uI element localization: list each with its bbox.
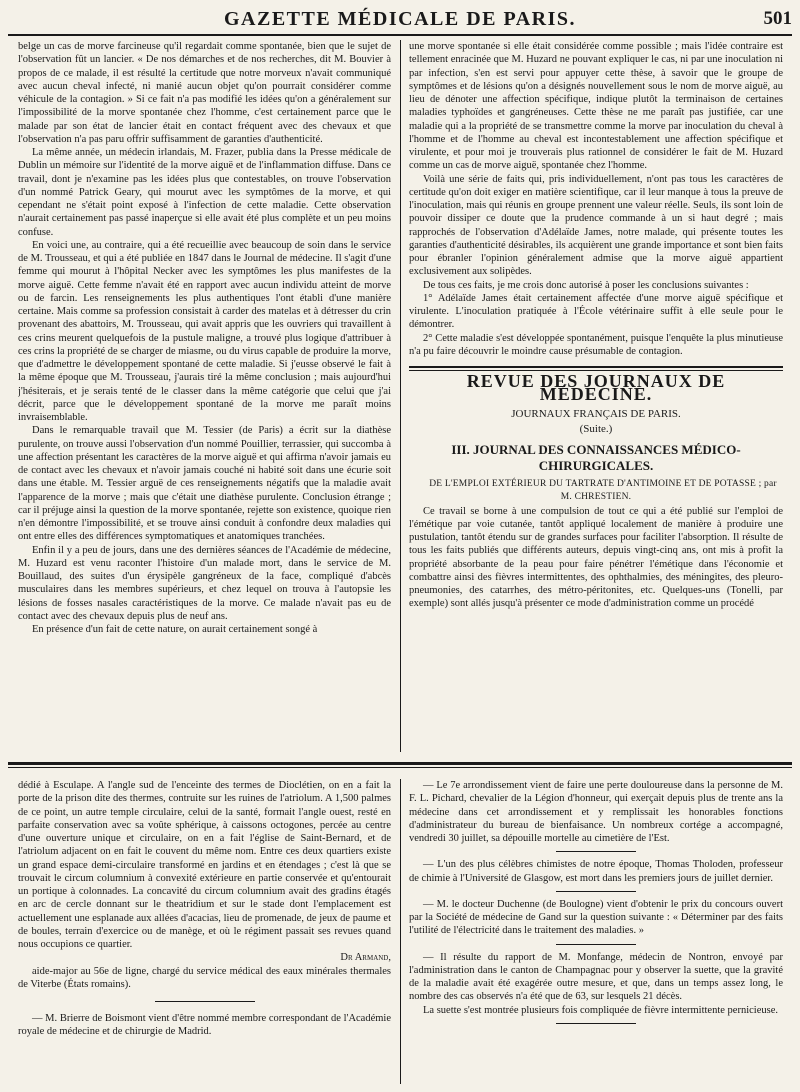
news-item: — Le 7e arrondissement vient de faire une perte douloureuse dans la personne de M. F. L. Pichard, chevalier de la Légion d'honneur, qui exerçait depuis plus de trente ans la médecine dans cet arrondissement et y remplissait les honorables fonctions d'administrateur du bureau de bienfaisance. Un nombreux cortége a accompagné, vendredi 30 juillet, sa dépouille mortelle au cimetière de l'Est. [409, 780, 783, 844]
column-left-bottom [18, 779, 391, 1087]
revue-subtitle: JOURNAUX FRANÇAIS DE PARIS. [511, 407, 681, 420]
section-heading: III. JOURNAL DES CONNAISSANCES MÉDICO-CHIRURGICALES. [451, 442, 741, 473]
revue-rule [409, 366, 783, 368]
news-item: — M. Brierre de Boismont vient d'être nommé membre correspondant de l'Académie royale de médecine et de chirurgie de Madrid. [18, 1013, 391, 1038]
column-left-top [18, 40, 391, 752]
conclusion-item: 1° Adélaïde James était certainement affectée d'une morve aiguë spécifique et virulente. L'inoculation pratiquée à l'École vétérinaire suffit à elle seule pour le démontrer. [409, 292, 783, 331]
column-divider-top [400, 40, 401, 752]
paragraph: dédié à Esculape. A l'angle sud de l'enceinte des termes de Dioclétien, on en a fait la porte de la prison dite des thermes, contruite sur les ruines de l'atriolum. A 1,500 palmes de ce point, un autre temple circulaire, celui de la santé, formait l'angle ouest, resté en parfaite conservation avec sa voûte sphérique, à caissons octogones, percée au centre d'une ouverture unique et circulaire, on en a fait l'église de Saint-Bernard, et de l'atriolum adjacent on en fait le couvent du même nom. Entre ces deux quartiers existe un grand espace demi-circulaire transformé en jardins et en étendages ; c'est là que se trouvait le circum columnium à convexité extérieure en partie conservée et qu'entourait un portique à colonnades. La concavité du circum columnium avait des gradins étagés en arc de cercle donnant sur le theatridium et sur le stade dont l'emplacement est actuellement une esplanade aux allées d'acacias, lieu de promenade, de jeux de paume et de boules, terrain d'exercice ou de manège, et où le régiment passait ses revues quand nous occupions ce quartier. [18, 780, 391, 950]
separator [556, 1023, 636, 1024]
paragraph: Dans le remarquable travail que M. Tessier (de Paris) a écrit sur la diathèse purulente, on trouve aussi l'observation d'un nommé Pouillier, terrassier, qui succomba à une affection présentant les caractères de la morve aiguë et qui affirma n'avoir jamais eu de contact avec les chevaux et n'avoir jamais couché ni habité soit dans une écurie soit dans une étable. M. Tessier arguë de ces renseignements négatifs que la maladie avait l'apparence de la morve ; mais que c'était une diathèse purulente. Conclusion étrange ; car il préjuge ainsi la question de la morve spontanée, rejette son existence, quoique rien n'en démontre l'impossibilité, et se trouve ainsi conduit à confondre deux maladies qui ont entre elles des différences symptomatiques et anatomiques tranchées. [18, 425, 391, 543]
news-item: La suette s'est montrée plusieurs fois compliquée de fièvre intermittente pernicieuse. [423, 1004, 778, 1016]
revue-title: REVUE DES JOURNAUX DE MÉDECINE. [466, 371, 726, 405]
paragraph: Ce travail se borne à une compulsion de tout ce qui a été publié sur l'emploi de l'émétique par voie cutanée, tantôt appliqué localement de manière à produire une pustulation, tantôt étendu sur de grandes surfaces pour faciliter l'absorption. Il résulte de tous les faits publiés que différents auteurs, depuis vingt-cinq ans, ont mis à profit la propriété absorbante de la peau pour faire pénétrer l'émétique dans l'économie et combattre ainsi des fièvres intermittentes, des ophthalmies, des méningites, des pleuro-pneumonies, des catarrhes, des métro-péritonites, etc. Quelques-uns (Tonelli, par exemple) sont allés jusqu'à présenter ce mode d'administration comme un procédé [409, 505, 783, 610]
paragraph: une morve spontanée si elle était considérée comme possible ; mais l'idée contraire est tellement enracinée que M. Huzard ne pouvant expliquer le cas, ni par une inoculation ni par infection, s'en est servi pour appuyer cette thèse, à savoir que le groupe de symptômes et de lésions qu'on a désignés nouvellement sous le nom de morve aiguë, au lieu de dénoter une affection spécifique, indique plutôt la terminaison de certaines maladies typhoïdes et gangréneuses. Cette thèse ne me paraît pas justifiée, car une maladie qui a la propriété de se transmettre comme la morve par inoculation du cheval à l'homme et de l'homme au cheval est incontestablement une affection spécifique et virulente, et pour moi je trouverais plus rationnel de considérer le fait de M. Huzard comme un cas de morve aiguë, spontanée chez l'homme. [409, 41, 783, 172]
revue-rule-thin [409, 370, 783, 371]
column-right-bottom [409, 779, 783, 1087]
paragraph: De tous ces faits, je me crois donc autorisé à poser les conclusions suivantes : [423, 279, 749, 291]
column-divider-bottom [400, 779, 401, 1084]
page-header [8, 6, 792, 32]
paragraph: En voici une, au contraire, qui a été recueillie avec beaucoup de soin dans le service de M. Trousseau, et qui a été publiée en 1847 dans le Journal de médecine. Il s'agit d'une femme qui mourut à l'hôpital Necker avec les symptômes les plus manifestes de la morve aiguë. Cette femme n'avait été en rapport avec aucun individu atteint de morve ou de farcin. Les renseignements les plus authentiques l'ont établi d'une manière certaine. Mais comme sa profession consistait à carder des matelas et à détresser du crin provenant des abattoirs, M. Trousseau, qui avait appris que les ouvriers qui travaillent à ces crins meurent quelquefois de la pustule maligne, a trouvé plus logique d'attribuer à ces crins la propriété de se charger de miasme, ou du virus capable de produire la morve, que d'admettre le développement spontané de cette maladie. Si j'eusse observé le fait à la même époque que M. Trousseau, j'aurais tiré la même conclusion ; mais aujourd'hui j'hésiterais, et je serais tenté de le classer dans la même catégorie que celui que j'ai décrit, parce que le développement spontané de la morve me paraît moins invraisemblable. [18, 239, 391, 423]
page-number: 501 [763, 8, 792, 29]
header-rule [8, 34, 792, 36]
column-right-top [409, 40, 783, 752]
separator [556, 944, 636, 945]
paragraph: Voilà une série de faits qui, pris individuellement, n'ont pas tous les caractères de certitude qu'on doit exiger en matière scientifique, car il leur manque à tous la preuve de l'inoculation, mais qui réunis en groupe prennent une valeur réelle. Seuls, ils sont loin de pouvoir dissiper ce doute que la prudence commande à un si haut degré ; mais rapprochés de l'observation d'Adélaïde James, notre malade, qui présente toutes les garanties d'authenticité désirables, ils acquièrent une grande importance et sont bien faits pour ébranler l'opinion généralement admise que la morve aiguë appartient exclusivement aux solipèdes. [409, 173, 783, 278]
journal-title: GAZETTE MÉDICALE DE PARIS. [223, 8, 577, 30]
paragraph: Enfin il y a peu de jours, dans une des dernières séances de l'Académie de médecine, M. Huzard est venu raconter l'histoire d'un malade mort, dans le service de M. Bouillaud, des suites d'un érysipèle gangréneux de la face, compliqué d'abcès musculaires dans les membres supérieurs, et chez lequel on trouva à l'autopsie les lésions de fosses nasales caractéristiques de la morve. Ce malade n'avait pas eu de contact avec des chevaux depuis plus de neuf ans. [18, 544, 391, 622]
conclusion-item: 2° Cette maladie s'est développée spontanément, puisque l'enquête la plus minutieuse n'a pu faire découvrir le moindre cause présumable de contagion. [409, 332, 783, 357]
paragraph: En présence d'un fait de cette nature, on aurait certainement songé à [32, 624, 318, 635]
news-item: — L'un des plus célèbres chimistes de notre époque, Thomas Tholoden, professeur de chimie à l'Université de Glasgow, est mort dans les premiers jours de juillet dernier. [409, 859, 783, 884]
section-divider [8, 762, 792, 765]
section-divider-thin [8, 767, 792, 768]
paragraph: belge un cas de morve farcineuse qu'il regardait comme spontanée, bien que le sujet de l'observation fût un lancier. « De nos démarches et de nos recherches, dit M. Bouvier à propos de ce malade, il est résulté la certitude que notre morveux n'avait communiqué avec aucun cheval infecté, ni manié aucun objet qu'on pourrait considérer comme véhicule de la contagion. » Si ce fait n'a pas modifié les idées qu'on a généralement sur l'impossibilité de la morve spontanée chez l'homme, c'est certainement parce que le malade par son état de lancier était en contact fréquent avec des chevaux et que l'observation n'a pas paru offrir suffisamment de garanties d'authenticité. [18, 41, 391, 145]
revue-suite: (Suite.) [579, 422, 613, 435]
news-item: — Il résulte du rapport de M. Monfange, médecin de Nontron, envoyé par l'administration dans le canton de Champagnac pour y observer la suette, que la gravité de la maladie avait été exagérée outre mesure, et que, dans un temps assez long, le nombre des cas observés n'a été que de 63, sur lesquels 21 décès. [409, 951, 783, 1003]
news-item: — M. le docteur Duchenne (de Boulogne) vient d'obtenir le prix du concours ouvert par la Société de médecine de Gand sur la question suivante : « Déterminer par des faits l'utilité de l'électricité dans le traitement des maladies. » [409, 898, 783, 937]
separator [155, 1001, 255, 1002]
signature: Dr Armand, [340, 952, 391, 964]
signature-detail: aide-major au 56e de ligne, chargé du service médical des eaux minérales thermales de Viterbe (États romains). [18, 965, 391, 990]
separator [556, 851, 636, 852]
article-heading: DE L'EMPLOI EXTÉRIEUR DU TARTRATE D'ANTIMOINE ET DE POTASSE ; par M. CHRESTIEN. [429, 479, 777, 503]
paragraph: La même année, un médecin irlandais, M. Frazer, publia dans la Presse médicale de Dublin un mémoire sur l'identité de la morve aiguë et de l'inflammation diffuse. Dans ce travail, dont je n'examine pas les idées plus que contestables, on trouve l'observation d'un nommé Patrick Geary, qui mourut avec les symptômes de la morve, et qui cependant ne s'était point exposé à l'infection de cette maladie. Cette observation n'aurait certainement pas passé inaperçue si elle avait été plus complète et un peu moins confuse. [18, 147, 391, 238]
separator [556, 891, 636, 892]
